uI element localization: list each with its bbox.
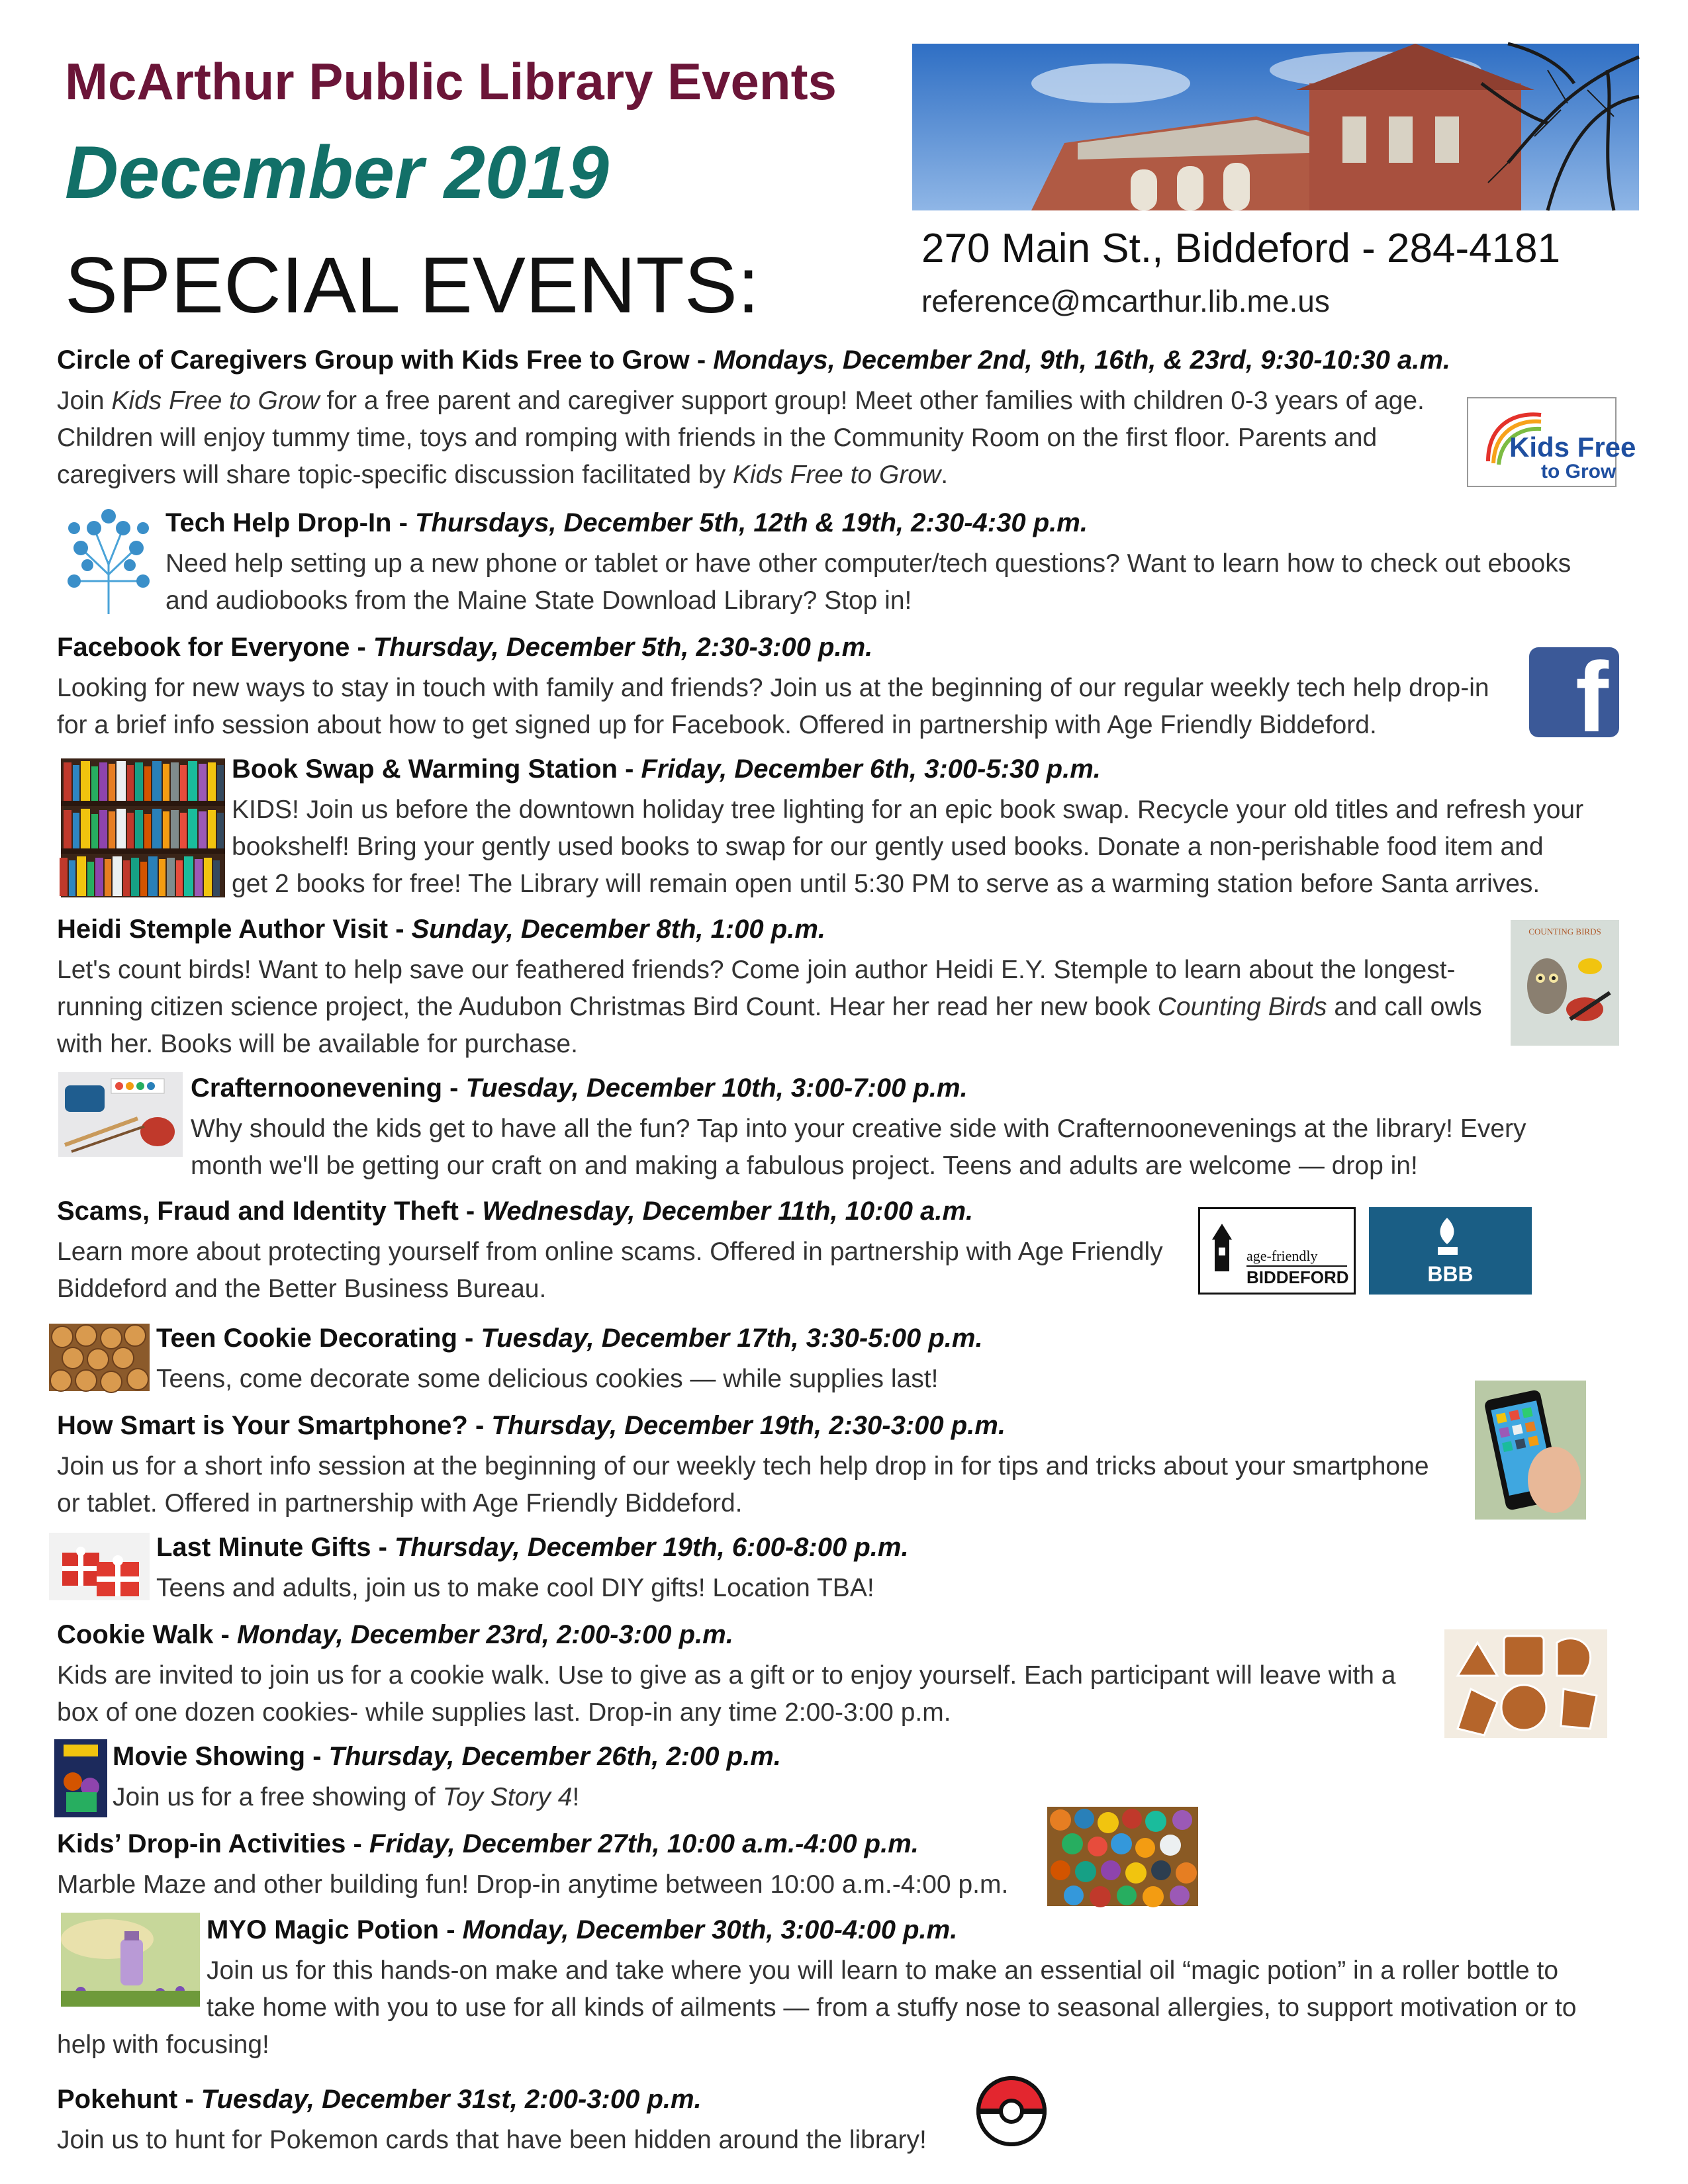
smartphone-photo [1475,1381,1586,1520]
age-friendly-small-text: age-friendly [1246,1248,1318,1264]
event-description [232,792,1655,903]
desc-line: Looking for new ways to stay in touch with family and friends? Join us at the beginning of our regular weekly tech help drop-in [57,674,1489,702]
event-date: Thursday, December 19th, 2:30-3:00 p.m. [491,1411,1006,1440]
event-heading: Heidi Stemple Author Visit - Sunday, December 8th, 1:00 p.m. [57,915,826,944]
event-title: Tech Help Drop-In [165,508,392,537]
desc-text: caregivers will share topic-specific discussion facilitated by [57,461,733,489]
desc-text: running citizen science project, the Audubon Christmas Bird Count. Hear her read her new book [57,993,1158,1021]
desc-line: help with focusing! [57,2030,269,2059]
desc-emphasis: Counting Birds [1157,993,1327,1021]
desc-line: Biddeford and the Better Business Bureau. [57,1275,547,1303]
event-description [207,1952,1663,2026]
pokeball-icon [973,2073,1050,2150]
event-heading: Teen Cookie Decorating - Tuesday, December 17th, 3:30-5:00 p.m. [156,1324,983,1353]
event-date: Sunday, December 8th, 1:00 p.m. [411,915,826,944]
event-date: Thursday, December 5th, 2:30-3:00 p.m. [373,633,873,662]
event-title: Book Swap & Warming Station [232,754,618,784]
gingerbread-cookies-photo [1444,1629,1607,1738]
event-date: Monday, December 30th, 3:00-4:00 p.m. [462,1915,958,1944]
library-title: McArthur Public Library Events [65,52,837,111]
event-heading: Facebook for Everyone - Thursday, December 5th, 2:30-3:00 p.m. [57,633,873,662]
desc-line: Teens and adults, join us to make cool DIY gifts! Location TBA! [156,1574,874,1602]
bbb-logo [1369,1207,1532,1295]
desc-emphasis: Toy Story 4 [442,1783,573,1811]
event-date: Thursday, December 26th, 2:00 p.m. [328,1742,781,1771]
desc-line: or tablet. Offered in partnership with Age Friendly Biddeford. [57,1489,743,1518]
desc-line: and audiobooks from the Maine State Download Library? Stop in! [165,586,912,615]
event-heading: MYO Magic Potion - Monday, December 30th, 3:00-4:00 p.m. [207,1915,958,1944]
event-description [165,545,1655,619]
month-title: December 2019 [65,131,609,214]
event-date: Mondays, December 2nd, 9th, 16th, & 23rd, 9:30-10:30 a.m. [713,345,1451,375]
event-description [57,1657,1447,1731]
desc-line: KIDS! Join us before the downtown holiday tree lighting for an epic book swap. Recycle your old titles and refresh your [232,796,1584,824]
desc-line: Children will enjoy tummy time, toys and romping with friends in the Community Room on the first floor. Parents and [57,424,1378,452]
age-friendly-big-text: BIDDEFORD [1246,1267,1349,1287]
event-heading: Crafternoonevening - Tuesday, December 10th, 3:00-7:00 p.m. [191,1073,968,1103]
toy-story-poster [54,1739,107,1817]
desc-line: get 2 books for free! The Library will remain open until 5:30 PM to serve as a warming station before Santa arrives. [232,870,1540,898]
event-title: Crafternoonevening [191,1073,443,1103]
event-description [156,1361,1480,1398]
event-heading: Pokehunt - Tuesday, December 31st, 2:00-3:00 p.m. [57,2085,702,2114]
tech-tree-icon [61,502,156,615]
event-description [57,1234,1196,1308]
desc-text: and call owls [1327,993,1482,1021]
section-title: SPECIAL EVENTS: [65,241,760,330]
paint-supplies-photo [58,1072,183,1157]
event-title: MYO Magic Potion [207,1915,440,1944]
age-friendly-biddeford-logo [1198,1207,1356,1295]
desc-text: ! [572,1783,580,1811]
event-heading: Cookie Walk - Monday, December 23rd, 2:00-3:00 p.m. [57,1620,733,1649]
event-title: How Smart is Your Smartphone? [57,1411,468,1440]
event-heading: Book Swap & Warming Station - Friday, December 6th, 3:00-5:30 p.m. [232,754,1101,784]
event-description [57,2122,1050,2159]
event-heading: Tech Help Drop-In - Thursdays, December 5th, 12th & 19th, 2:30-4:30 p.m. [165,508,1088,537]
event-date: Friday, December 27th, 10:00 a.m.-4:00 p.m. [369,1829,919,1858]
event-description [191,1111,1647,1185]
event-date: Thursdays, December 5th, 12th & 19th, 2:30-4:30 p.m. [415,508,1088,537]
library-email[interactable]: reference@mcarthur.lib.me.us [921,284,1330,318]
event-heading: Last Minute Gifts - Thursday, December 19th, 6:00-8:00 p.m. [156,1533,909,1562]
library-address: 270 Main St., Biddeford - 284-4181 [921,226,1561,271]
desc-line: Marble Maze and other building fun! Drop-in anytime between 10:00 a.m.-4:00 p.m. [57,1870,1009,1899]
desc-line: bookshelf! Bring your gently used books to swap for our gently used books. Donate a non-perishable food item and [232,833,1544,861]
event-heading: Circle of Caregivers Group with Kids Free to Grow - Mondays, December 2nd, 9th, 16th, & 23rd, 9:30-10:30 a.m. [57,345,1451,375]
facebook-icon [1529,641,1619,752]
event-description [156,1570,1480,1607]
bookshelf-photo [61,758,225,897]
desc-line: Let's count birds! Want to help save our feathered friends? Come join author Heidi E.Y. Stemple to learn about the longest- [57,956,1456,984]
cookies-photo [49,1324,150,1391]
event-description [57,1448,1460,1522]
event-date: Monday, December 23rd, 2:00-3:00 p.m. [236,1620,733,1649]
kids-free-text: Kids Free [1509,432,1636,463]
event-title: Last Minute Gifts [156,1533,371,1562]
desc-text: Join us for a free showing of [113,1783,443,1811]
event-date: Tuesday, December 17th, 3:30-5:00 p.m. [481,1324,983,1353]
event-heading: How Smart is Your Smartphone? - Thursday, December 19th, 2:30-3:00 p.m. [57,1411,1006,1440]
desc-line: Join us for this hands-on make and take where you will learn to make an essential oil “magic potion” in a roller bottle to [207,1956,1559,1985]
desc-text: . [941,461,949,489]
event-heading: Movie Showing - Thursday, December 26th, 2:00 p.m. [113,1742,781,1771]
desc-line: Need help setting up a new phone or tablet or have other computer/tech questions? Want to learn how to check out ebooks [165,549,1571,578]
desc-text: Join [57,387,112,415]
event-date: Friday, December 6th, 3:00-5:30 p.m. [641,754,1101,784]
event-description [57,670,1513,744]
event-description [57,1866,1050,1903]
kids-free-to-grow-logo [1467,397,1636,487]
event-description [57,383,1460,494]
event-heading: Kids’ Drop-in Activities - Friday, December 27th, 10:00 a.m.-4:00 p.m. [57,1829,919,1858]
event-title: Facebook for Everyone [57,633,350,662]
event-date: Thursday, December 19th, 6:00-8:00 p.m. [395,1533,909,1562]
desc-line: Join us for a short info session at the beginning of our weekly tech help drop in for tips and tricks about your smartphone [57,1452,1429,1480]
desc-line: Kids are invited to join us for a cookie walk. Use to give as a gift or to enjoy yourself. Each participant will leave with a [57,1661,1396,1690]
event-description [57,952,1513,1063]
event-description-continued [57,2026,719,2064]
desc-line: Why should the kids get to have all the fun? Tap into your creative side with Crafternoonevenings at the library! Every [191,1115,1526,1143]
desc-emphasis: Kids Free to Grow [732,461,941,489]
book-cover-title: COUNTING BIRDS [1528,927,1601,936]
event-date: Tuesday, December 10th, 3:00-7:00 p.m. [465,1073,968,1103]
bbb-text: BBB [1427,1262,1474,1286]
event-date: Tuesday, December 31st, 2:00-3:00 p.m. [201,2085,702,2114]
event-title: Pokehunt [57,2085,178,2114]
event-title: Heidi Stemple Author Visit [57,915,389,944]
event-heading: Scams, Fraud and Identity Theft - Wednesday, December 11th, 10:00 a.m. [57,1197,974,1226]
desc-line: Join us to hunt for Pokemon cards that have been hidden around the library! [57,2126,927,2154]
event-title: Kids’ Drop-in Activities [57,1829,346,1858]
counting-birds-book-cover [1511,920,1619,1046]
event-title: Cookie Walk [57,1620,214,1649]
desc-line: for a brief info session about how to get signed up for Facebook. Offered in partnership with Age Friendly Biddeford. [57,711,1377,739]
event-title: Scams, Fraud and Identity Theft [57,1197,459,1226]
gift-boxes-photo [49,1533,150,1600]
desc-text: for a free parent and caregiver support group! Meet other families with children 0-3 years of age. [319,387,1425,415]
event-date: Wednesday, December 11th, 10:00 a.m. [482,1197,974,1226]
desc-line: with her. Books will be available for purchase. [57,1030,578,1058]
desc-line: box of one dozen cookies- while supplies last. Drop-in any time 2:00-3:00 p.m. [57,1698,951,1727]
facebook-letter: f [1575,641,1609,752]
desc-line: month we'll be getting our craft on and making a fabulous project. Teens and adults are welcome — drop in! [191,1152,1418,1180]
desc-line: take home with you to use for all kinds of ailments — from a stuffy nose to seasonal allergies, to support motivation or to [207,1993,1577,2022]
marbles-photo [1047,1807,1198,1906]
event-title: Teen Cookie Decorating [156,1324,457,1353]
desc-line: Learn more about protecting yourself from online scams. Offered in partnership with Age Friendly [57,1238,1163,1266]
desc-line: Teens, come decorate some delicious cookies — while supplies last! [156,1365,939,1393]
event-description [113,1779,1436,1816]
to-grow-text: to Grow [1541,461,1617,482]
event-title: Movie Showing [113,1742,306,1771]
library-building-photo [912,44,1639,210]
desc-emphasis: Kids Free to Grow [111,387,320,415]
magic-potion-photo [61,1913,200,2007]
event-title: Circle of Caregivers Group with Kids Free to Grow [57,345,690,375]
